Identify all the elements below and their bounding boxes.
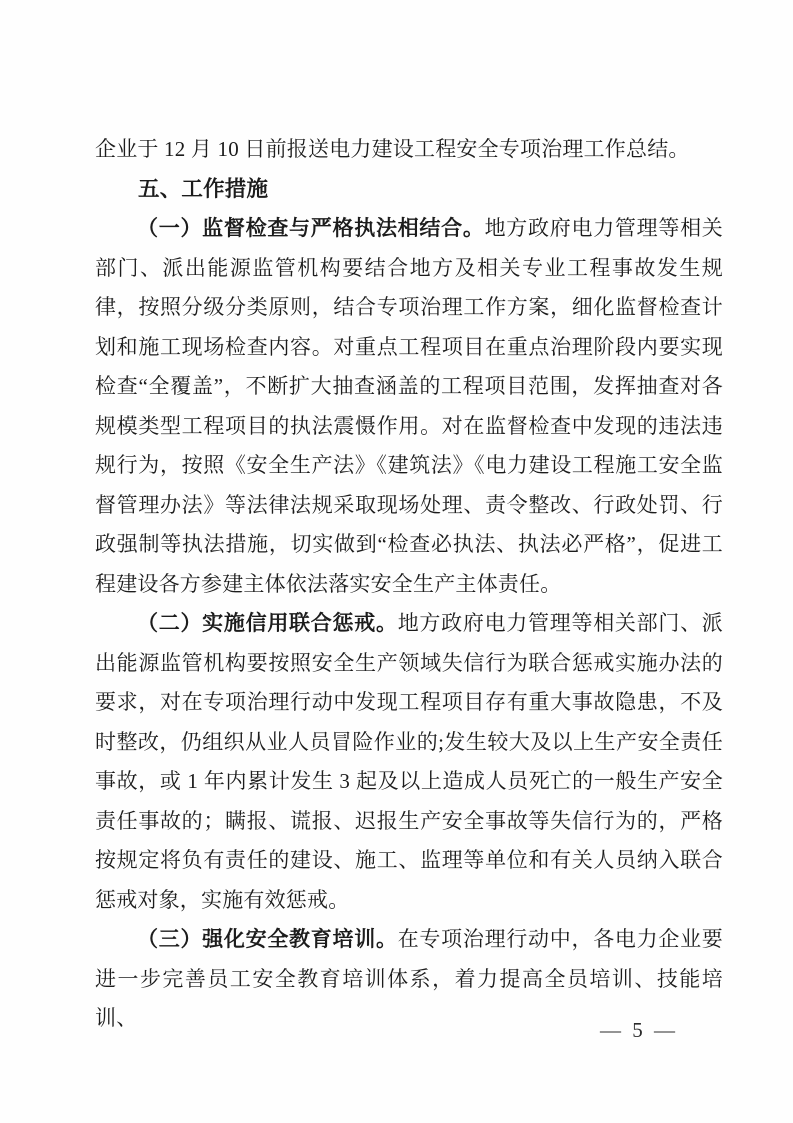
paragraph-2-text: 地方政府电力管理等相关部门、派出能源监管机构要按照安全生产领域失信行为联合惩戒实施办法的要求，对在专项治理行动中发现工程项目存有重大事故隐患，不及时整改，仍组织从业人员冒险作业的;发生较大及以上生产安全责任事故，或 1 年内累计发生 3 起及以上造成人员死亡的一般生产安全责任事故的；瞒报、谎报、迟报生产安全事故等失信行为的，严格按规定将负有责任的建设、施工、监理等单位和有关人员纳入联合惩戒对象，实施有效惩戒。 bbox=[95, 611, 724, 912]
paragraph-3-text: 在专项治理行动中，各电力企业要进一步完善员工安全教育培训体系，着力提高全员培训、技能培训、 bbox=[95, 927, 724, 1030]
paragraph-item-1 bbox=[95, 209, 723, 604]
paragraph-1-text: 地方政府电力管理等相关部门、派出能源监管机构要结合地方及相关专业工程事故发生规律，按照分级分类原则，结合专项治理工作方案，细化监督检查计划和施工现场检查内容。对重点工程项目在重点治理阶段内要实现检查“全覆盖”，不断扩大抽查涵盖的工程项目范围，发挥抽查对各规模类型工程项目的执法震慑作用。对在监督检查中发现的违法违规行为，按照《安全生产法》《建筑法》《电力建设工程施工安全监督管理办法》等法律法规采取现场处理、责令整改、行政处罚、行政强制等执法措施，切实做到“检查必执法、执法必严格”，促进工程建设各方参建主体依法落实安全生产主体责任。 bbox=[95, 216, 724, 596]
section-heading: 五、工作措施 bbox=[138, 176, 269, 201]
page-number: — 5 — bbox=[600, 1018, 678, 1042]
paragraph-continuation-text: 企业于 12 月 10 日前报送电力建设工程安全专项治理工作总结。 bbox=[95, 137, 690, 161]
paragraph-1-lead: （一）监督检查与严格执法相结合。 bbox=[137, 216, 485, 240]
paragraph-continuation bbox=[95, 130, 723, 170]
paragraph-3-lead: （三）强化安全教育培训。 bbox=[137, 927, 398, 951]
document-body bbox=[95, 130, 723, 1039]
paragraph-item-2 bbox=[95, 604, 723, 920]
paragraph-2-lead: （二）实施信用联合惩戒。 bbox=[137, 611, 398, 635]
